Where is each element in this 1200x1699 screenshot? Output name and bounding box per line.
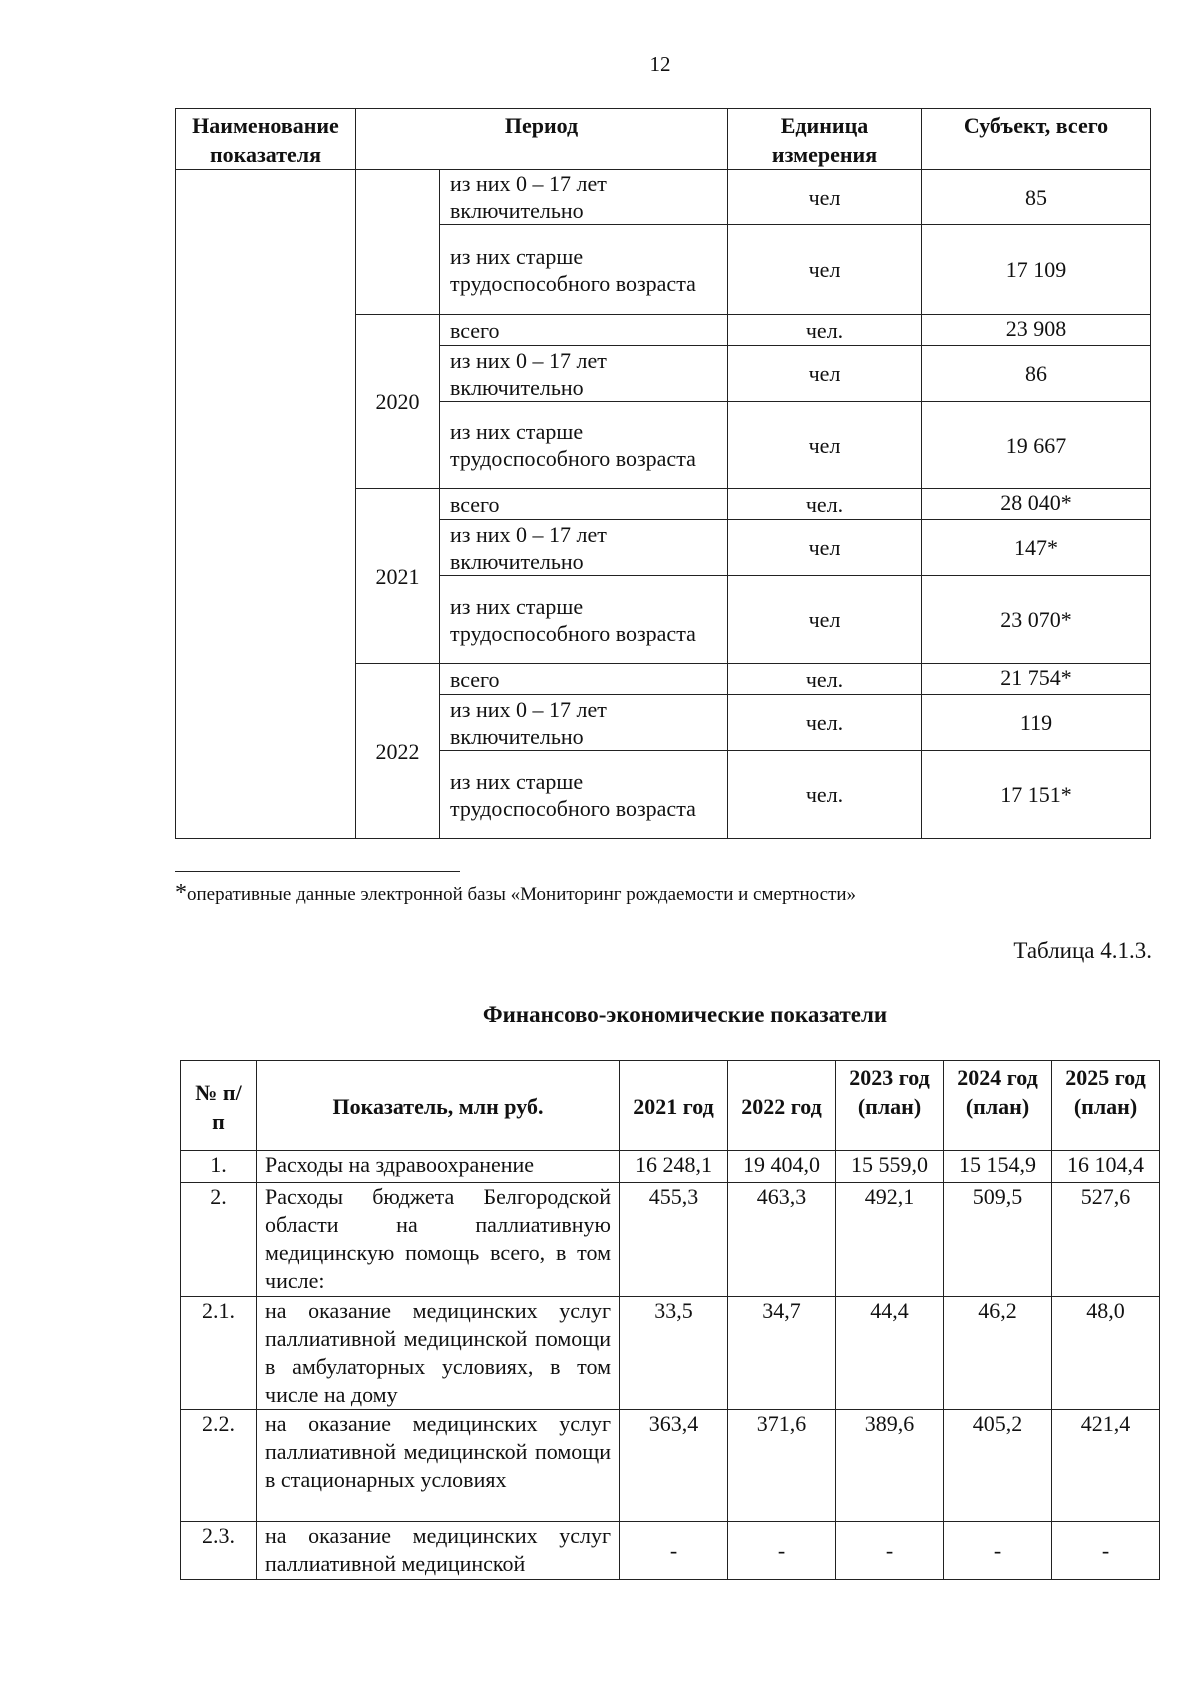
population-table — [175, 108, 1151, 839]
unit-cell: чел. — [728, 489, 922, 520]
footnote — [175, 880, 856, 907]
unit-cell: чел — [728, 346, 922, 402]
unit-cell: чел — [728, 520, 922, 576]
value-2021: 33,5 — [620, 1297, 728, 1410]
financial-table — [180, 1060, 1160, 1580]
footnote-divider — [175, 871, 460, 872]
subcategory-cell: из них 0 – 17 лет включительно — [440, 695, 728, 751]
subcategory-cell: всего — [440, 315, 728, 346]
value-2023: 15 559,0 — [836, 1151, 944, 1183]
unit-cell: чел. — [728, 695, 922, 751]
header-2022: 2022 год — [728, 1061, 836, 1151]
value-2022: - — [728, 1522, 836, 1580]
unit-cell: чел. — [728, 315, 922, 346]
table-row — [181, 1297, 1160, 1410]
subcategory-cell: из них 0 – 17 лет включительно — [440, 170, 728, 225]
row-indicator: на оказание медицинских услуг паллиативной медицинской — [257, 1522, 620, 1580]
row-indicator: Расходы на здравоохранение — [257, 1151, 620, 1183]
value-2025: 421,4 — [1052, 1410, 1160, 1522]
value-2024: 509,5 — [944, 1183, 1052, 1297]
header-unit: Единица измерения — [728, 109, 922, 170]
value-2024: 405,2 — [944, 1410, 1052, 1522]
header-2025: 2025 год (план) — [1052, 1061, 1160, 1151]
value-2024: 15 154,9 — [944, 1151, 1052, 1183]
row-number: 2.1. — [181, 1297, 257, 1410]
row-indicator: Расходы бюджета Белгородской области на паллиативную медицинскую помощь всего, в том числе: — [257, 1183, 620, 1297]
value-2021: 363,4 — [620, 1410, 728, 1522]
value-2023: 44,4 — [836, 1297, 944, 1410]
unit-cell: чел — [728, 170, 922, 225]
value-2025: 16 104,4 — [1052, 1151, 1160, 1183]
value-cell: 119 — [922, 695, 1151, 751]
value-2022: 463,3 — [728, 1183, 836, 1297]
value-cell: 147* — [922, 520, 1151, 576]
subcategory-cell: из них старше трудоспособного возраста — [440, 225, 728, 315]
value-2025: 527,6 — [1052, 1183, 1160, 1297]
value-cell: 21 754* — [922, 664, 1151, 695]
indicator-name-cell — [176, 170, 356, 839]
table-title: Финансово-экономические показатели — [482, 1002, 888, 1027]
value-2021: 455,3 — [620, 1183, 728, 1297]
value-2024: 46,2 — [944, 1297, 1052, 1410]
value-2022: 371,6 — [728, 1410, 836, 1522]
year-cell: 2021 — [356, 489, 440, 664]
subcategory-cell: из них старше трудоспособного возраста — [440, 576, 728, 664]
table-header-row — [176, 109, 1151, 170]
value-cell: 23 908 — [922, 315, 1151, 346]
value-cell: 85 — [922, 170, 1151, 225]
footnote-marker: * — [175, 880, 187, 906]
value-2024: - — [944, 1522, 1052, 1580]
header-indicator: Показатель, млн руб. — [257, 1061, 620, 1151]
row-number: 1. — [181, 1151, 257, 1183]
subcategory-cell: всего — [440, 489, 728, 520]
year-cell: 2022 — [356, 664, 440, 839]
header-2021: 2021 год — [620, 1061, 728, 1151]
value-2021: 16 248,1 — [620, 1151, 728, 1183]
subcategory-cell: из них 0 – 17 лет включительно — [440, 346, 728, 402]
page-number: 12 — [649, 52, 671, 76]
header-num: № п/п — [181, 1061, 257, 1151]
header-value: Субъект, всего — [922, 109, 1151, 170]
table-row — [181, 1151, 1160, 1183]
table-label: Таблица 4.1.3. — [1013, 938, 1152, 963]
value-2023: - — [836, 1522, 944, 1580]
row-indicator: на оказание медицинских услуг паллиативной медицинской помощи в стационарных условиях — [257, 1410, 620, 1522]
header-indicator-name: Наименование показателя — [176, 109, 356, 170]
table-row — [176, 170, 1151, 225]
table-header-row — [181, 1061, 1160, 1151]
value-cell: 23 070* — [922, 576, 1151, 664]
subcategory-cell: из них старше трудоспособного возраста — [440, 751, 728, 839]
unit-cell: чел — [728, 225, 922, 315]
value-2023: 492,1 — [836, 1183, 944, 1297]
header-period: Период — [356, 109, 728, 170]
unit-cell: чел. — [728, 751, 922, 839]
table-row — [181, 1522, 1160, 1580]
unit-cell: чел — [728, 576, 922, 664]
value-cell: 17 109 — [922, 225, 1151, 315]
header-2023: 2023 год (план) — [836, 1061, 944, 1151]
header-2024: 2024 год (план) — [944, 1061, 1052, 1151]
row-number: 2.2. — [181, 1410, 257, 1522]
unit-cell: чел — [728, 402, 922, 489]
value-2025: - — [1052, 1522, 1160, 1580]
row-number: 2.3. — [181, 1522, 257, 1580]
value-cell: 17 151* — [922, 751, 1151, 839]
subcategory-cell: всего — [440, 664, 728, 695]
value-cell: 19 667 — [922, 402, 1151, 489]
footnote-text: оперативные данные электронной базы «Мониторинг рождаемости и смертности» — [187, 884, 857, 905]
year-cell: 2020 — [356, 315, 440, 489]
value-2022: 34,7 — [728, 1297, 836, 1410]
row-number: 2. — [181, 1183, 257, 1297]
value-2022: 19 404,0 — [728, 1151, 836, 1183]
subcategory-cell: из них старше трудоспособного возраста — [440, 402, 728, 489]
table-row — [181, 1410, 1160, 1522]
value-2025: 48,0 — [1052, 1297, 1160, 1410]
value-2021: - — [620, 1522, 728, 1580]
year-cell — [356, 170, 440, 315]
unit-cell: чел. — [728, 664, 922, 695]
subcategory-cell: из них 0 – 17 лет включительно — [440, 520, 728, 576]
value-2023: 389,6 — [836, 1410, 944, 1522]
table-row — [181, 1183, 1160, 1297]
value-cell: 86 — [922, 346, 1151, 402]
row-indicator: на оказание медицинских услуг паллиативной медицинской помощи в амбулаторных условиях, в том числе на дому — [257, 1297, 620, 1410]
value-cell: 28 040* — [922, 489, 1151, 520]
